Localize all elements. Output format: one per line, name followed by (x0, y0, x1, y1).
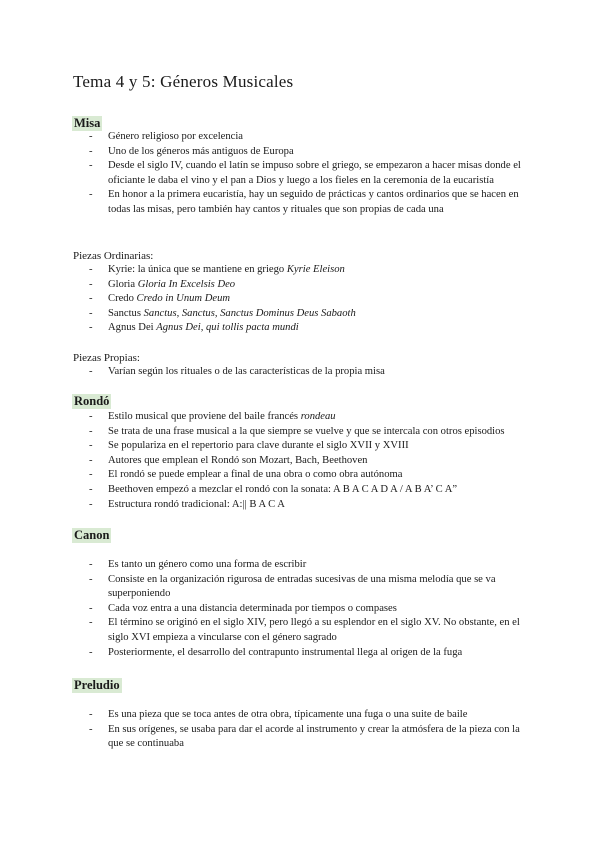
list-item: - Cada voz entra a una distancia determinada por tiempos o compases (89, 602, 529, 617)
list-item: - Género religioso por excelencia (89, 130, 529, 145)
latin-text: Sanctus, Sanctus, Sanctus Dominus Deus Sabaoth (143, 307, 356, 319)
list-item: - Posteriormente, el desarrollo del contrapunto instrumental llega al origen de la fuga (89, 646, 529, 661)
ordinarias-list (89, 263, 529, 336)
item-text: Sanctus (108, 307, 144, 319)
list-item (89, 292, 529, 307)
list-item: - Se trata de una frase musical a la que siempre se vuelve y que se intercala con otros episodios (89, 425, 529, 440)
list-item: - El término se originó en el siglo XIV, pero llegó a su esplendor en el siglo XV. No obstante, en el siglo XVI empieza a vincularse con el género sagrado (89, 616, 529, 645)
list-item: - Consiste en la organización rigurosa de entradas sucesivas de una misma melodía que se va superponiendo (89, 573, 529, 602)
list-item: - El rondó se puede emplear a final de una obra o como obra autónoma (89, 468, 529, 483)
item-text: Estilo musical que proviene del baile francés (108, 411, 301, 422)
section-heading-rondo: Rondó (74, 394, 110, 408)
latin-text: Kyrie Eleison (286, 264, 345, 275)
propias-list (89, 365, 529, 380)
canon-list (89, 558, 529, 660)
latin-text: Credo in Unum Deum (136, 293, 231, 305)
list-item (89, 410, 529, 425)
list-item (89, 307, 529, 322)
item-text: Agnus Dei (108, 322, 157, 334)
preludio-list (89, 708, 529, 752)
list-item: - Estructura rondó tradicional: A:|| B A C A (89, 498, 529, 513)
item-text: Gloria (108, 278, 138, 290)
list-item (89, 278, 529, 293)
item-text: Credo (108, 293, 137, 305)
section-heading-misa: Misa (74, 116, 101, 130)
list-item: - Se populariza en el repertorio para clave durante el siglo XVII y XVIII (89, 439, 529, 454)
latin-text: Gloria In Excelsis Deo (137, 278, 236, 290)
piezas-propias-label: Piezas Propias: (73, 352, 140, 364)
list-item: - Beethoven empezó a mezclar el rondó con la sonata: A B A C A D A / A B A’ C A” (89, 483, 529, 498)
french-term: rondeau (300, 411, 336, 422)
list-item: - En sus orígenes, se usaba para dar el acorde al instrumento y crear la atmósfera de la pieza con la que se continuaba (89, 723, 529, 752)
list-item (89, 263, 529, 278)
list-item: - Autores que emplean el Rondó son Mozart, Bach, Beethoven (89, 454, 529, 469)
document-title: Tema 4 y 5: Géneros Musicales (73, 72, 294, 91)
piezas-ordinarias-label: Piezas Ordinarias: (73, 250, 154, 262)
list-item: - Varían según los rituales o de las características de la propia misa (89, 365, 529, 380)
latin-text: Agnus Dei, qui tollis pacta mundi (156, 322, 299, 334)
list-item: - Desde el siglo IV, cuando el latín se impuso sobre el griego, se empezaron a hacer misas donde el oficiante le daba el vino y el pan a Dios y luego a los fieles en la ceremonia de la eucaristía (89, 159, 529, 188)
item-text: Kyrie: la única que se mantiene en griego (108, 264, 287, 275)
section-heading-preludio: Preludio (74, 678, 120, 692)
misa-list (89, 130, 529, 218)
list-item: - Es tanto un género como una forma de escribir (89, 558, 529, 573)
list-item: - Uno de los géneros más antiguos de Europa (89, 145, 529, 160)
list-item: - En honor a la primera eucaristía, hay un seguido de prácticas y cantos ordinarios que se hacen en todas las misas, pero también hay cantos y rituales que son propias de cada una (89, 188, 529, 217)
list-item (89, 321, 529, 336)
rondo-list (89, 410, 529, 512)
section-heading-canon: Canon (74, 528, 110, 542)
list-item: - Es una pieza que se toca antes de otra obra, típicamente una fuga o una suite de baile (89, 708, 529, 723)
